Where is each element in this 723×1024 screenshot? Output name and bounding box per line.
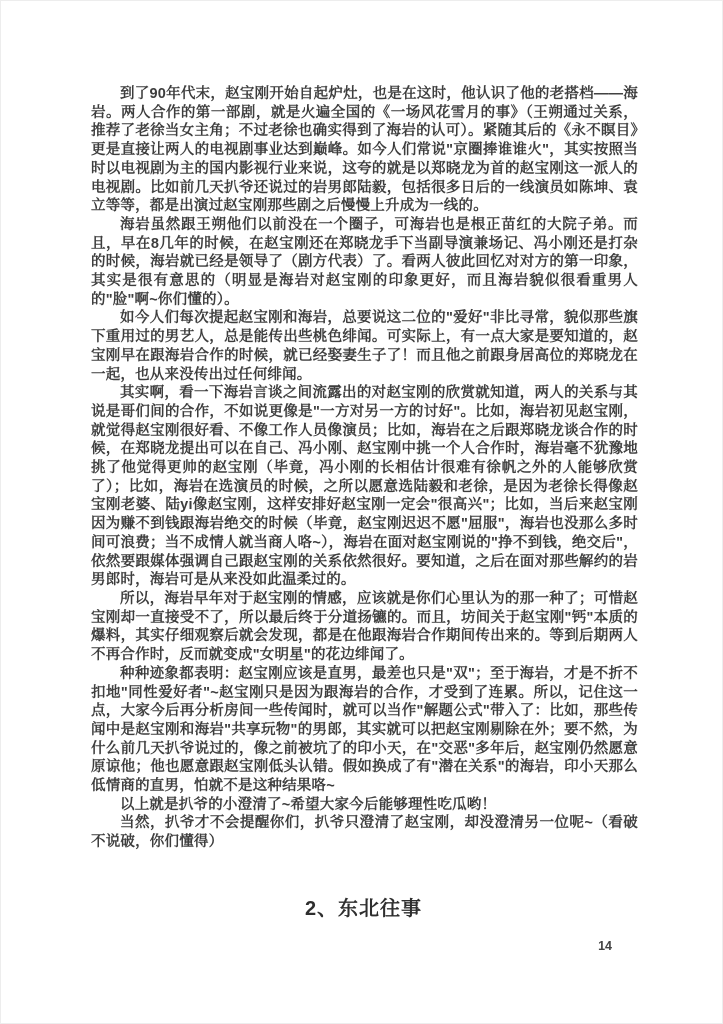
paragraph-4: 其实啊，看一下海岩言谈之间流露出的对赵宝刚的欣赏就知道，两人的关系与其说是哥们间的合作，不如说更像是"一方对另一方的讨好"。比如，海岩初见赵宝刚，就觉得赵宝刚很好看、不像工作人员像演员；比如，海岩在之后跟郑晓龙谈合作的时候，在郑晓龙提出可以在自己、冯小刚、赵宝刚中挑一个人合作时，海岩毫不犹豫地挑了他觉得更帅的赵宝刚（毕竟，冯小刚的长相估计很难有徐帆之外的人能够欣赏了）；比如，海岩在选演员的时候，之所以愿意选陆毅和老徐，是因为老徐长得像赵宝刚老婆、陆yi像赵宝刚，这样安排好赵宝刚一定会"很高兴"；比如，当后来赵宝刚因为赚不到钱跟海岩绝交的时候（毕竟，赵宝刚迟迟不愿"屈服"，海岩也没那么多时间可浪费；当不成情人就当商人咯~），海岩在面对赵宝刚说的"挣不到钱，绝交后"，依然要跟媒体强调自己跟赵宝刚的关系依然很好。要知道，之后在面对那些解约的岩男郎时，海岩可是从来没如此温柔过的。	[91, 385, 638, 589]
paragraph-6: 种种迹象都表明：赵宝刚应该是直男，最差也只是"双"；至于海岩，才是不折不扣地"同性爱好者"~赵宝刚只是因为跟海岩的合作，才受到了连累。所以，记住这一点，大家今后再分析房间一些传闻时，就可以当作"解题公式"带入了：比如，那些传闻中是赵宝刚和海岩"共享玩物"的男郎，其实就可以把赵宝刚剔除在外；要不然，为什么前几天扒爷说过的，像之前被坑了的印小天，在"交恶"多年后，赵宝刚仍然愿意原谅他；他也愿意跟赵宝刚低头认错。假如换成了有"潜在关系"的海岩，印小天那么低情商的直男，怕就不是这种结果咯~	[91, 665, 638, 795]
paragraph-5: 所以，海岩早年对于赵宝刚的情感，应该就是你们心里认为的那一种了；可惜赵宝刚却一直接受不了，所以最后终于分道扬镳的。而且，坊间关于赵宝刚"钙"本质的爆料，其实仔细观察后就会发现，都是在他跟海岩合作期间传出来的。等到后期两人不再合作时，反而就变成"女明星"的花边绯闻了。	[91, 590, 638, 664]
paragraph-7: 以上就是扒爷的小澄清了~希望大家今后能够理性吃瓜哟！	[120, 796, 497, 813]
paragraph-2: 海岩虽然跟王朔他们以前没在一个圈子，可海岩也是根正苗红的大院子弟。而且，早在8几年的时候，在赵宝刚还在郑晓龙手下当副导演兼场记、冯小刚还是打杂的时候，海岩就已经是领导了（剧方代表）了。看两人彼此回忆对对方的第一印象，其实是很有意思的（明显是海岩对赵宝刚的印象更好，而且海岩貌似很看重男人的"脸"啊~你们懂的）。	[91, 216, 638, 308]
article-body	[91, 85, 638, 852]
paragraph-3: 如今人们每次提起赵宝刚和海岩，总要说这二位的"爱好"非比寻常，貌似那些旗下重用过的男艺人，总是能传出些桃色绯闻。可实际上，有一点大家是要知道的，赵宝刚早在跟海岩合作的时候，就已经娶妻生子了！而且他之前跟身居高位的郑晓龙在一起，也从来没传出过任何绯闻。	[91, 310, 638, 383]
paragraph-8: 当然，扒爷才不会提醒你们，扒爷只澄清了赵宝刚，却没澄清另一位呢~（看破不说破，你们懂得）	[91, 815, 638, 851]
section-heading: 2、东北往事	[304, 897, 423, 920]
page-number: 14	[598, 939, 612, 953]
paragraph-1: 到了90年代末，赵宝刚开始自起炉灶，也是在这时，他认识了他的老搭档——海岩。两人合作的第一部剧，就是火遍全国的《一场风花雪月的事》（王朔通过关系，推荐了老徐当女主角；不过老徐也确实得到了海岩的认可）。紧随其后的《永不瞑目》更是直接让两人的电视剧事业达到巅峰。如今人们常说"京圈捧谁谁火"，其实按照当时以电视剧为主的国内影视行业来说，这夸的就是以郑晓龙为首的赵宝刚这一派人的电视剧。比如前几天扒爷还说过的岩男郎陆毅，包括很多日后的一线演员如陈坤、袁立等等，都是出演过赵宝刚那些剧之后慢慢上升成为一线的。	[91, 86, 638, 215]
